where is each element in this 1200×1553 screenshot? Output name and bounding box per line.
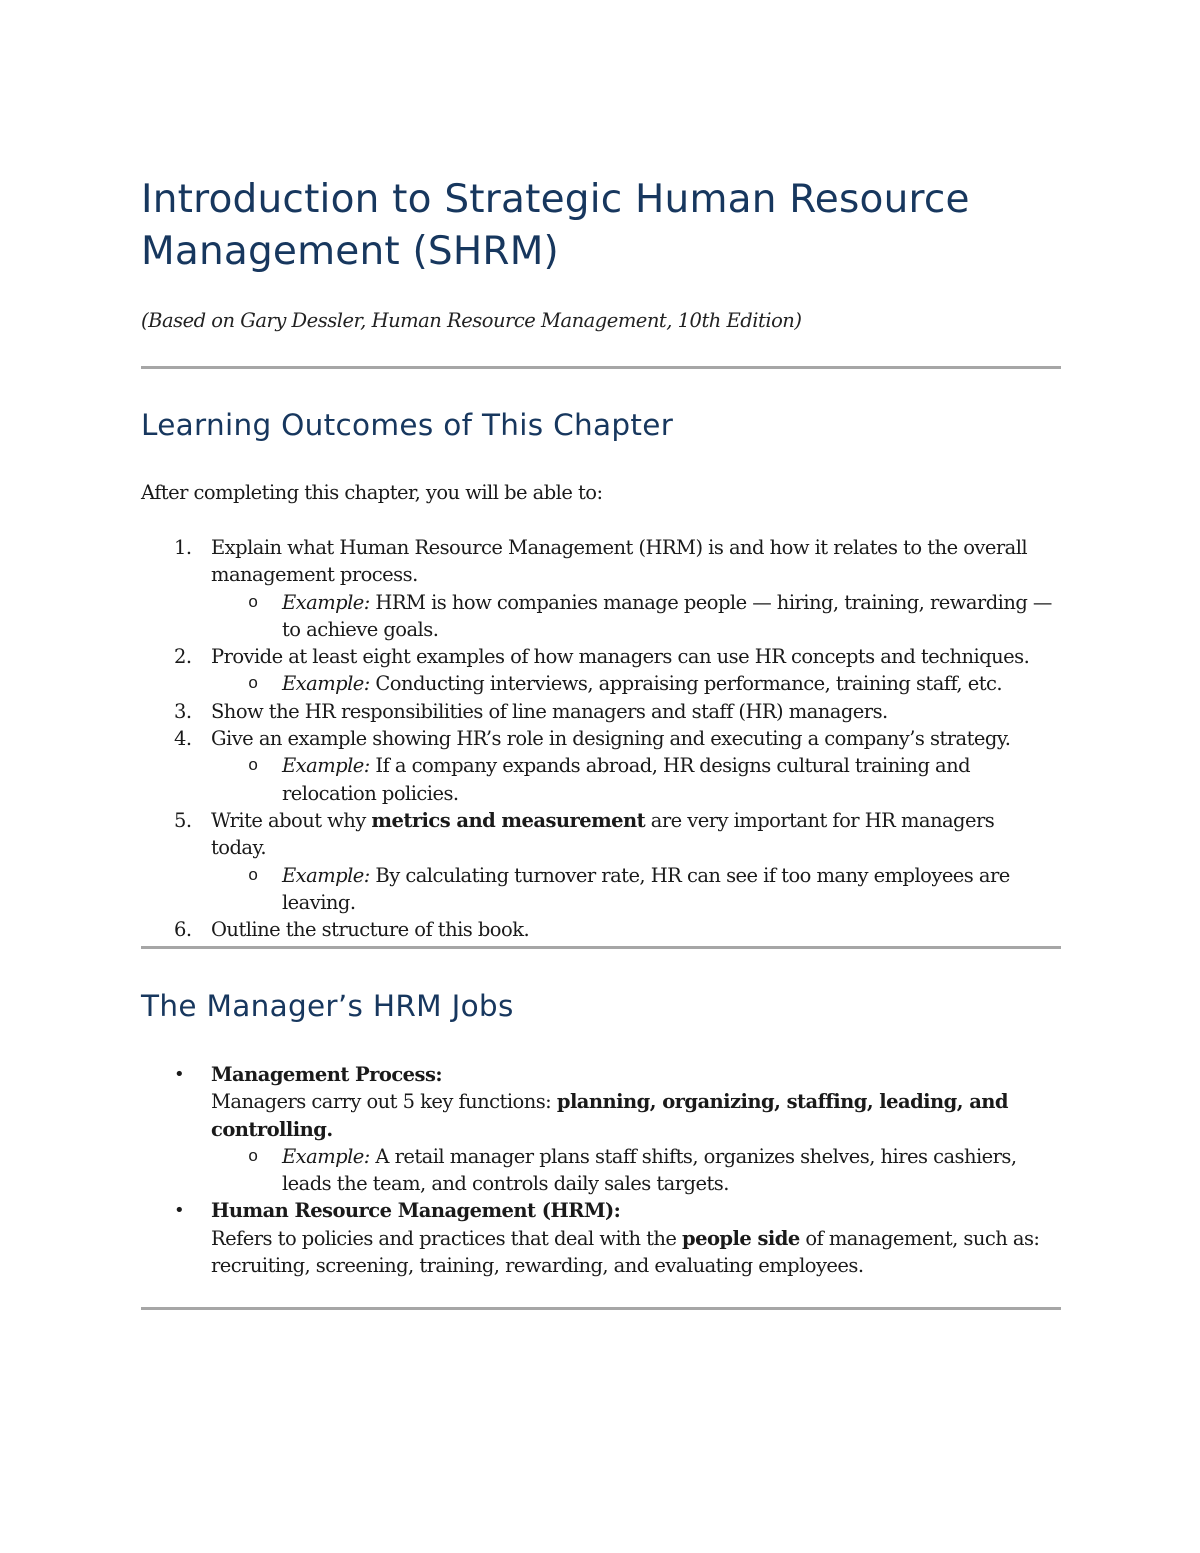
list-item-text: Outline the structure of this book. [211,918,530,942]
example-item [248,862,1052,917]
example-text: By calculating turnover rate, HR can see if too many employees are leaving. [282,863,1010,914]
example-item [248,752,1052,807]
list-item [141,916,1061,943]
bullet-item-content [211,1197,1051,1279]
sub-bullet-icon: o [248,593,258,613]
example-label: Example: [282,863,370,887]
bullet-item [141,1061,1061,1143]
section-heading-learning-outcomes: Learning Outcomes of This Chapter [141,408,674,442]
manager-hrm-jobs-list [141,1061,1061,1279]
list-number: 4. [174,727,192,751]
text-run: of management, such as: recruiting, screening, training, rewarding, and evaluating employees. [211,1226,1040,1278]
bullet-label: Human Resource Management (HRM): [211,1199,621,1223]
example-item [248,589,1052,644]
text-run: Refers to policies and practices that deal with the [211,1226,683,1250]
list-item-text: Show the HR responsibilities of line managers and staff (HR) managers. [211,699,888,723]
text-run: are very important for HR managers today. [211,808,995,860]
bold-text: metrics and measurement [371,808,646,832]
bold-text: planning, organizing, staffing, leading, and controlling. [211,1090,1009,1141]
example-text: HRM is how companies manage people — hiring, training, rewarding — to achieve goals. [282,590,1052,641]
bullet-item [141,1197,1061,1279]
bullet-item-content [211,1061,1051,1143]
text-run: Managers carry out 5 key functions: [211,1090,557,1114]
bold-text: people side [682,1226,800,1250]
sub-bullet-icon: o [248,675,258,695]
learning-outcomes-list [141,534,1061,943]
example-text: Conducting interviews, appraising performance, training staff, etc. [369,672,1003,696]
list-number: 6. [174,918,192,942]
bullet-label: Management Process: [211,1063,443,1086]
list-item [141,643,1061,670]
list-number: 2. [174,645,192,669]
list-item-text: Explain what Human Resource Management (HRM) is and how it relates to the overall management process. [211,536,1028,587]
list-number: 3. [174,699,192,723]
list-item [141,698,1061,725]
section-heading-manager-hrm-jobs: The Manager’s HRM Jobs [141,989,514,1023]
document-title: Introduction to Strategic Human Resource Management (SHRM) [141,177,970,274]
example-label: Example: [282,1144,370,1168]
list-item-text: Provide at least eight examples of how managers can use HR concepts and techniques. [211,645,1030,669]
example-label: Example: [282,754,370,778]
example-label: Example: [282,672,370,696]
sub-bullet-icon: o [248,866,258,886]
list-number: 1. [174,536,192,559]
list-item [141,534,1061,589]
horizontal-rule [141,946,1061,949]
sub-bullet-icon: o [248,1147,258,1167]
section-intro: After completing this chapter, you will be able to: [141,481,603,504]
list-item [141,725,1061,752]
horizontal-rule [141,1307,1061,1310]
sub-bullet-icon: o [248,757,258,777]
bullet-icon: • [174,1200,185,1222]
text-run: Write about why [211,808,372,832]
list-item-text: Give an example showing HR’s role in designing and executing a company’s strategy. [211,727,1011,751]
document-subtitle: (Based on Gary Dessler, Human Resource Management, 10th Edition) [141,309,802,332]
horizontal-rule [141,366,1061,369]
list-item [141,807,1061,862]
example-text: A retail manager plans staff shifts, organizes shelves, hires cashiers, leads the team, and controls daily sales targets. [282,1144,1017,1196]
bullet-icon: • [174,1064,185,1085]
list-number: 5. [174,808,192,832]
example-item [248,670,1052,697]
example-item [248,1143,1052,1198]
list-item-text [211,807,1051,862]
example-text: If a company expands abroad, HR designs cultural training and relocation policies. [282,754,971,805]
example-label: Example: [282,590,370,614]
